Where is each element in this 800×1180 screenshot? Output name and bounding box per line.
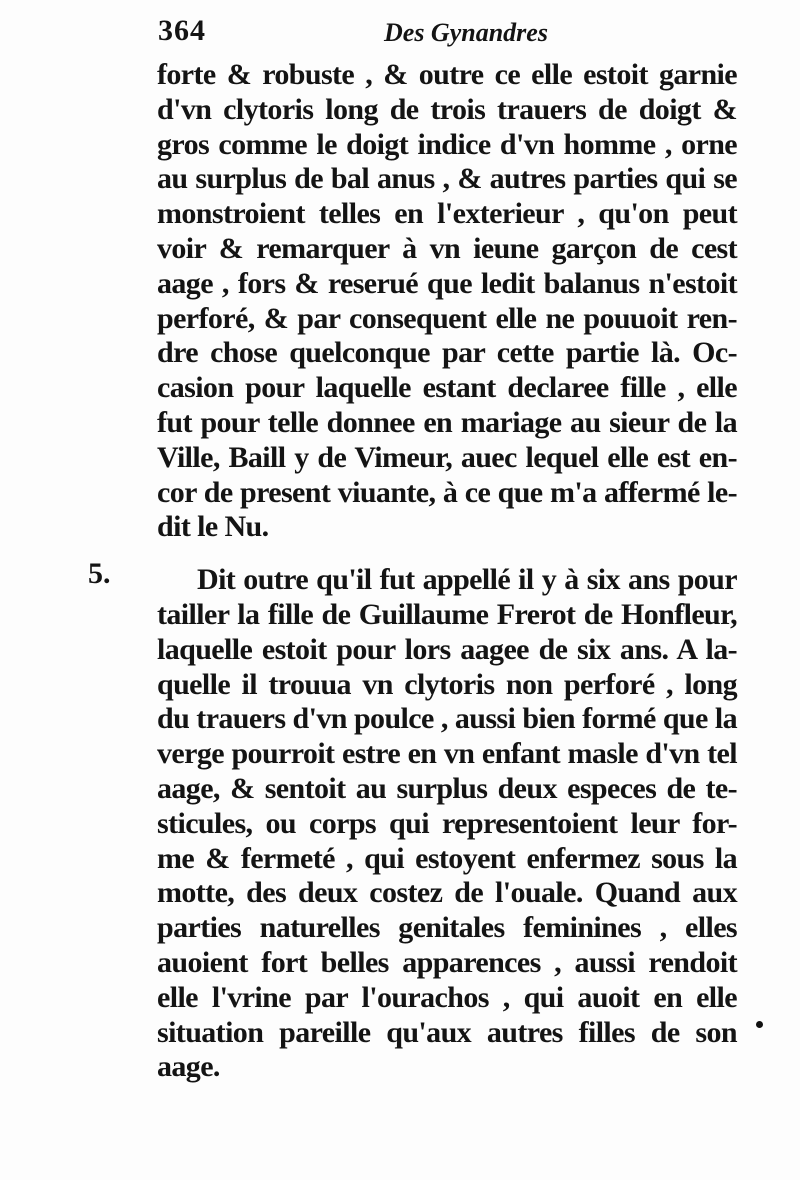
margin-note: 5. [88,557,111,590]
text-line: casion pour laquelle estant declaree fille , elle [157,371,737,405]
text-line: auoient fort belles apparences , aussi rendoit [157,945,737,979]
text-line: aage, & sentoit au surplus deux especes de te- [157,771,737,805]
text-line: voir & remarquer à vn ieune garçon de cest [157,231,737,265]
text-line: me & fermeté , qui estoyent enfermez sous la [157,841,737,875]
text-line: elle l'vrine par l'ourachos , qui auoit en elle [157,980,737,1014]
running-head: Des Gynandres [384,18,548,47]
text-line: Ville, Baill y de Vimeur, auec lequel elle est en- [157,440,737,474]
text-line: quelle il trouua vn clytoris non perforé , long [157,667,737,701]
text-line: perforé, & par consequent elle ne pouuoit ren- [157,301,737,335]
text-line: aage. [157,1050,220,1084]
text-line: dit le Nu. [157,510,269,544]
text-line: monstroient telles en l'exterieur , qu'on peut [157,197,737,231]
text-line: fut pour telle donnee en mariage au sieur de la [157,405,737,439]
text-line: parties naturelles genitales feminines , elles [157,911,737,945]
body-text [157,58,737,1085]
text-line: sticules, ou corps qui representoient leur for- [157,806,737,840]
ink-dot [756,1021,763,1028]
text-line: laquelle estoit pour lors aagee de six ans. A la- [157,632,737,666]
page-header [158,14,558,54]
text-line: dre chose quelconque par cette partie là. Oc- [157,336,737,370]
text-line: situation pareille qu'aux autres filles de son [157,1015,737,1049]
paragraph-1 [157,58,737,545]
text-line: aage , fors & reserué que ledit balanus n'estoit [157,266,737,300]
text-line: tailler la fille de Guillaume Frerot de Honfleur, [157,597,737,631]
text-line: du trauers d'vn poulce , aussi bien formé que la [157,702,737,736]
text-line: cor de present viuante, à ce que m'a affermé le- [157,475,737,509]
text-line: Dit outre qu'il fut appellé il y à six ans pour [197,563,737,597]
text-line: verge pourroit estre en vn enfant masle d'vn tel [157,737,737,771]
paragraph-2 [157,563,737,1085]
page-number: 364 [158,14,206,47]
text-line: d'vn clytoris long de trois trauers de doigt & [157,92,737,126]
text-line: forte & robuste , & outre ce elle estoit garnie [157,58,737,91]
text-line: gros comme le doigt indice d'vn homme , orne [157,127,737,161]
text-line: au surplus de bal anus , & autres parties qui se [157,162,737,196]
text-line: motte, des deux costez de l'ouale. Quand aux [157,876,737,910]
